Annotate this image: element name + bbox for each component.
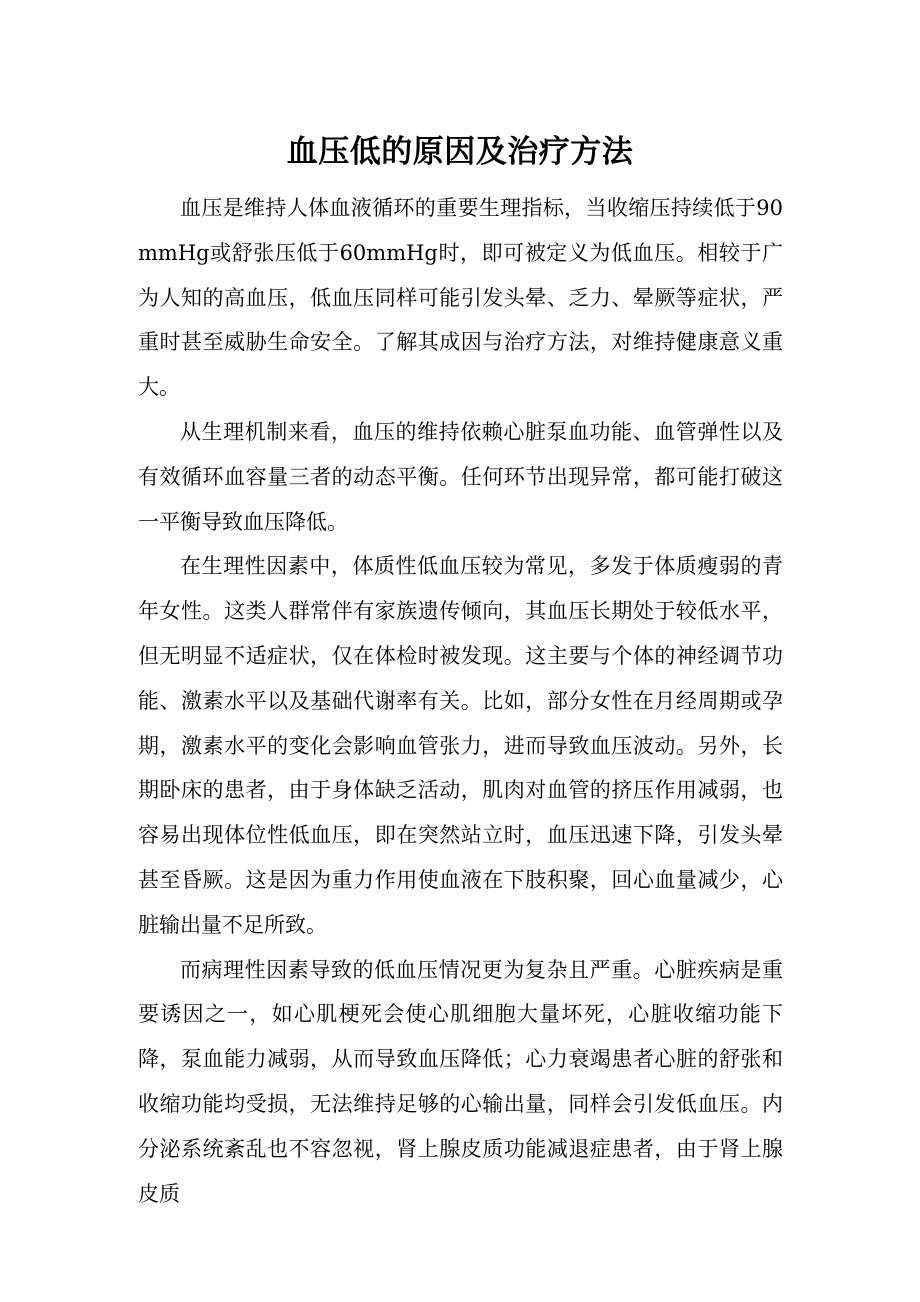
- paragraph-pathological-factors: 而病理性因素导致的低血压情况更为复杂且严重。心脏疾病是重要诱因之一，如心肌梗死会使心肌细胞大量坏死，心脏收缩功能下降，泵血能力减弱，从而导致血压降低；心力衰竭患者心脏的舒张和收缩功能均受损，无法维持足够的心输出量，同样会引发低血压。内分泌系统紊乱也不容忽视，肾上腺皮质功能减退症患者，由于肾上腺皮质: [138, 957, 783, 1206]
- paragraph-physiology: 从生理机制来看，血压的维持依赖心脏泵血功能、血管弹性以及有效循环血容量三者的动态平衡。任何环节出现异常，都可能打破这一平衡导致血压降低。: [138, 419, 783, 534]
- paragraph-physiological-factors: 在生理性因素中，体质性低血压较为常见，多发于体质瘦弱的青年女性。这类人群常伴有家族遗传倾向，其血压长期处于较低水平，但无明显不适症状，仅在体检时被发现。这主要与个体的神经调节功能、激素水平以及基础代谢率有关。比如，部分女性在月经周期或孕期，激素水平的变化会影响血管张力，进而导致血压波动。另外，长期卧床的患者，由于身体缺乏活动，肌肉对血管的挤压作用减弱，也容易出现体位性低血压，即在突然站立时，血压迅速下降，引发头晕甚至昏厥。这是因为重力作用使血液在下肢积聚，回心血量减少，心脏输出量不足所致。: [138, 554, 783, 937]
- paragraph-intro: 血压是维持人体血液循环的重要生理指标，当收缩压持续低于90mmHg或舒张压低于60mmHg时，即可被定义为低血压。相较于广为人知的高血压，低血压同样可能引发头晕、乏力、晕厥等症状，严重时甚至威胁生命安全。了解其成因与治疗方法，对维持健康意义重大。: [138, 196, 783, 400]
- document-body: [138, 186, 783, 1216]
- document-title: 血压低的原因及治疗方法: [286, 134, 634, 170]
